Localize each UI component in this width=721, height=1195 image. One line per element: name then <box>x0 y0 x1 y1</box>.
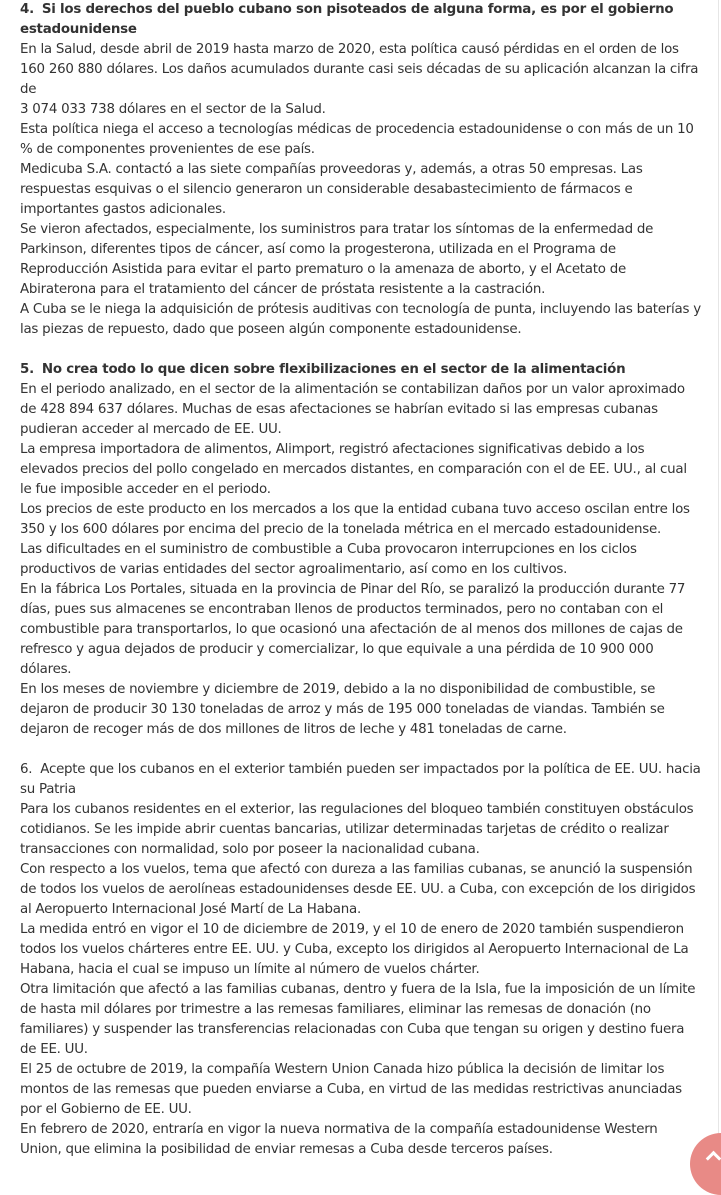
section-heading <box>20 0 702 40</box>
paragraph: Se vieron afectados, especialmente, los suministros para tratar los síntomas de la enfermedad de Parkinson, diferentes tipos de cáncer, así como la progesterona, utilizada en el Programa de Reproducción Asistida para evitar el parto prematuro o la amenaza de aborto, y el Acetato de Abiraterona para el tratamiento del cáncer de próstata resistente a la castración. <box>20 222 654 297</box>
section-heading <box>20 760 702 800</box>
paragraph: Medicuba S.A. contactó a las siete compañías proveedoras y, además, a otras 50 empresas. Las respuestas esquivas o el silencio generaron un considerable desabastecimiento de fármacos e importantes gastos adicionales. <box>20 162 643 217</box>
paragraph: El 25 de octubre de 2019, la compañía Western Union Canada hizo pública la decisión de limitar los montos de las remesas que pueden enviarse a Cuba, en virtud de las medidas restrictivas anunciadas por el Gobierno de EE. UU. <box>20 1062 682 1117</box>
paragraph: En la fábrica Los Portales, situada en la provincia de Pinar del Río, se paralizó la producción durante 77 días, pues sus almacenes se encontraban llenos de productos terminados, pero no contaban con el combustible para transportarlos, lo que ocasionó una afectación de al menos dos millones de cajas de refresco y agua dejados de producir y comercializar, lo que equivale a una pérdida de 10 900 000 dólares. <box>20 582 686 677</box>
paragraph: Para los cubanos residentes en el exterior, las regulaciones del bloqueo también constituyen obstáculos cotidianos. Se les impide abrir cuentas bancarias, utilizar determinadas tarjetas de crédito o realizar transacciones con normalidad, solo por poseer la nacionalidad cubana. <box>20 802 694 857</box>
paragraph: Con respecto a los vuelos, tema que afectó con dureza a las familias cubanas, se anunció la suspensión de todos los vuelos de aerolíneas estadounidenses desde EE. UU. a Cuba, con excepción de los dirigidos al Aeropuerto Internacional José Martí de La Habana. <box>20 862 696 917</box>
section-heading <box>20 360 702 380</box>
paragraph: Otra limitación que afectó a las familias cubanas, dentro y fuera de la Isla, fue la imposición de un límite de hasta mil dólares por trimestre a las remesas familiares, eliminar las remesas de donación (no familiares) y suspender las transferencias relacionadas con Cuba que tengan su origen y destino fuera de EE. UU. <box>20 982 696 1057</box>
paragraph: 3 074 033 738 dólares en el sector de la Salud. <box>20 102 326 117</box>
article-body <box>20 0 702 1180</box>
section-title: Acepte que los cubanos en el exterior también pueden ser impactados por la política de EE. UU. hacia su Patria <box>20 762 701 797</box>
paragraph: Esta política niega el acceso a tecnologías médicas de procedencia estadounidense o con más de un 10 % de componentes provenientes de ese país. <box>20 122 694 157</box>
paragraph: En la Salud, desde abril de 2019 hasta marzo de 2020, esta política causó pérdidas en el orden de los 160 260 880 dólares. Los daños acumulados durante casi seis décadas de su aplicación alcanzan la cifra de <box>20 42 699 97</box>
paragraph: La empresa importadora de alimentos, Alimport, registró afectaciones significativas debido a los elevados precios del pollo congelado en mercados distantes, en comparación con el de EE. UU., al cual le fue imposible acceder en el periodo. <box>20 442 687 497</box>
paragraph: En los meses de noviembre y diciembre de 2019, debido a la no disponibilidad de combustible, se dejaron de producir 30 130 toneladas de arroz y más de 195 000 toneladas de viandas. También se dejaron de recoger más de dos millones de litros de leche y 481 toneladas de carne. <box>20 682 665 737</box>
paragraph: A Cuba se le niega la adquisición de prótesis auditivas con tecnología de punta, incluyendo las baterías y las piezas de repuesto, dado que poseen algún componente estadounidense. <box>20 302 701 337</box>
section-title: No crea todo lo que dicen sobre flexibilizaciones en el sector de la alimentación <box>41 362 626 377</box>
paragraph: Los precios de este producto en los mercados a los que la entidad cubana tuvo acceso oscilan entre los 350 y los 600 dólares por encima del precio de la tonelada métrica en el mercado estadounidense. <box>20 502 690 537</box>
section-4 <box>20 0 702 340</box>
section-number: 4. <box>20 2 34 17</box>
page-divider <box>718 0 719 1172</box>
section-6 <box>20 760 702 1160</box>
paragraph: En febrero de 2020, entraría en vigor la nueva normativa de la compañía estadounidense Western Union, que elimina la posibilidad de enviar remesas a Cuba desde terceros países. <box>20 1122 658 1157</box>
section-number: 6. <box>20 762 33 777</box>
paragraph: La medida entró en vigor el 10 de diciembre de 2019, y el 10 de enero de 2020 también suspendieron todos los vuelos chárteres entre EE. UU. y Cuba, excepto los dirigidos al Aeropuerto Internacional de La Habana, hacia el cual se impuso un límite al número de vuelos chárter. <box>20 922 689 977</box>
chevron-up-icon <box>706 1151 721 1167</box>
paragraph: Las dificultades en el suministro de combustible a Cuba provocaron interrupciones en los ciclos productivos de varias entidades del sector agroalimentario, así como en los cultivos. <box>20 542 637 577</box>
section-number: 5. <box>20 362 34 377</box>
section-5 <box>20 360 702 740</box>
paragraph: En el periodo analizado, en el sector de la alimentación se contabilizan daños por un valor aproximado de 428 894 637 dólares. Muchas de esas afectaciones se habrían evitado si las empresas cubanas pudieran acceder al mercado de EE. UU. <box>20 382 685 437</box>
section-title: Si los derechos del pueblo cubano son pisoteados de alguna forma, es por el gobierno estadounidense <box>20 2 674 37</box>
